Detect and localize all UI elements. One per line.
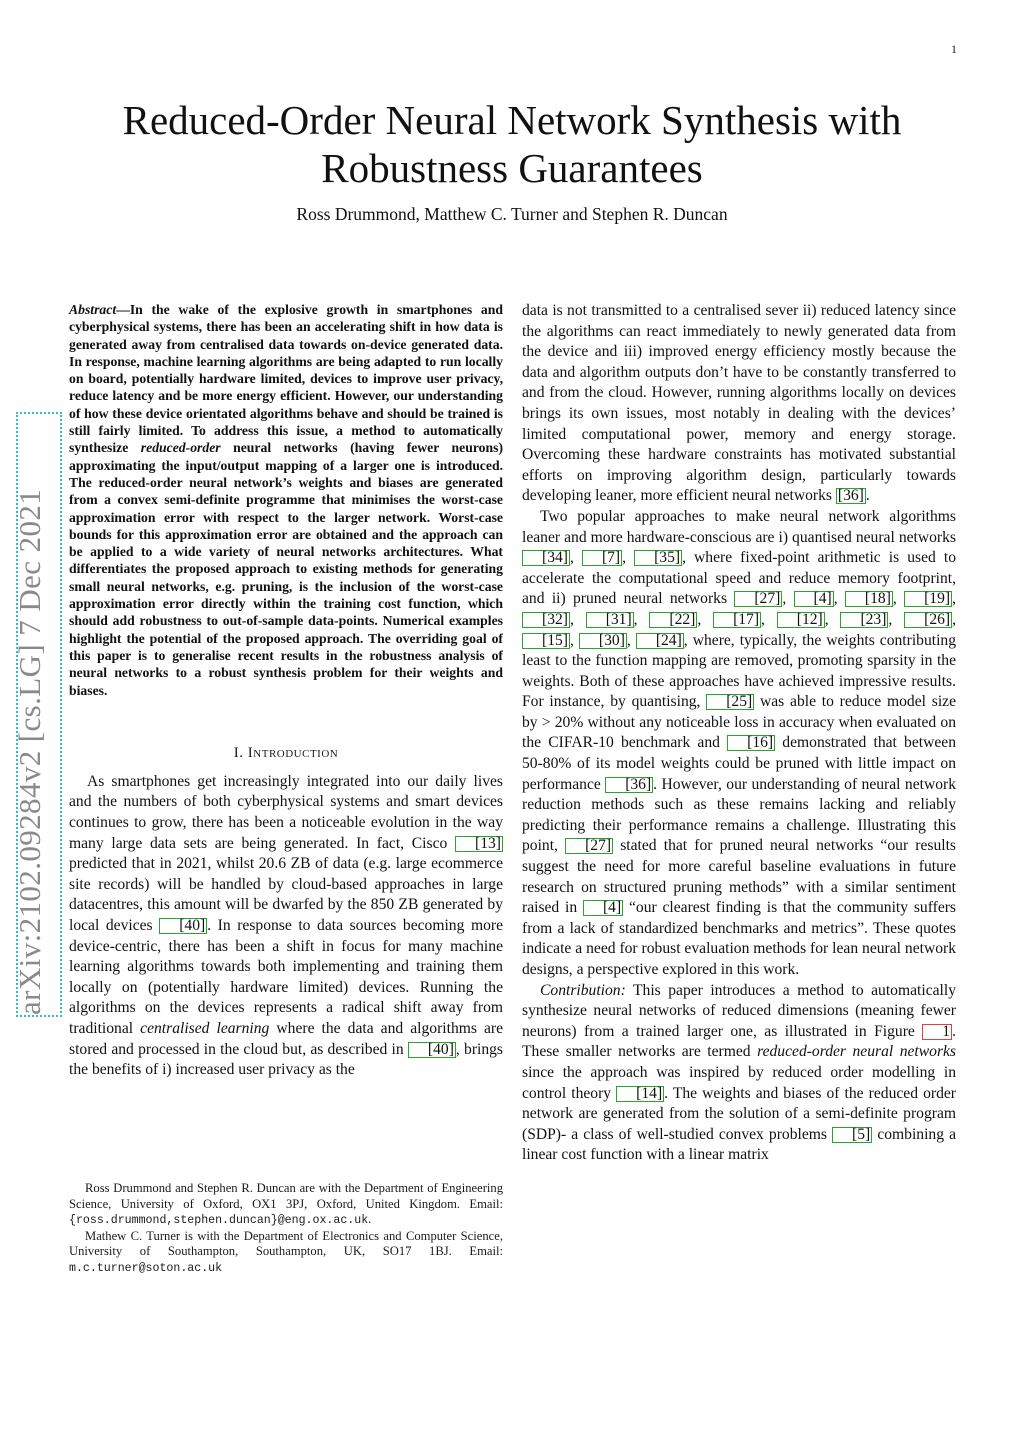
contribution-paragraph — [522, 981, 956, 1166]
citation-link[interactable]: [35] — [634, 550, 682, 566]
citation-link[interactable]: [13] — [455, 836, 503, 852]
citation-link[interactable]: [15] — [522, 633, 570, 649]
abstract-text: —In the wake of the explosive growth in smartphones and cyberphysical systems, there has been an accelerating shift in how data is generated away from centralised data towards on-device generated data. In response, machine learning algorithms are being adapted to run locally on board, potentially hardware limited, devices to improve user privacy, reduce latency and be more energy efficient. However, our understanding of how these device orientated algorithms behave and should be trained is still fairly limited. To address this issue, a method to automatically synthesize — [69, 302, 503, 456]
citation-link[interactable]: [4] — [794, 591, 834, 607]
text-run: demonstrated that between 50-80% of its model weights could be pruned with little impact on performance — [522, 734, 956, 793]
citation-link[interactable]: [31] — [586, 612, 634, 628]
citation-link[interactable]: [14] — [616, 1086, 664, 1102]
citation-link[interactable]: [26] — [904, 612, 952, 628]
text-run: . These smaller networks are termed — [522, 1022, 956, 1061]
left-column — [69, 301, 503, 1081]
text-run: . The weights and biases of the reduced order network are generated from the solution of a semi-definite program (SDP)- a class of well-studied convex problems — [522, 1084, 956, 1143]
text-run: combining a linear cost function with a linear matrix — [522, 1125, 957, 1164]
text-run: . — [865, 487, 870, 505]
footnotes — [69, 1181, 503, 1277]
intro-paragraph — [69, 772, 503, 1081]
text-run: was able to reduce model size by > 20% without any noticeable loss in accuracy when evaluated on the CIFAR-10 benchmark and — [522, 693, 956, 752]
citation-link[interactable]: [36] — [837, 487, 864, 505]
emphasis: centralised learning — [140, 1019, 270, 1037]
citation-link[interactable]: [36] — [605, 777, 653, 793]
citation-link[interactable]: [12] — [777, 612, 825, 628]
page-number: 1 — [951, 42, 957, 56]
text-run: where the data and algorithms are stored and processed in the cloud but, as described in — [69, 1019, 504, 1058]
text-run: “our clearest finding is that the community suffers from a lack of standardized benchmarks and metrics”. These quotes indicate a need for robust evaluation methods for lean neural network designs, a perspective explored in this work. — [522, 899, 956, 978]
citation-link[interactable]: [5] — [832, 1127, 872, 1143]
emphasis: reduced-order neural networks — [757, 1043, 956, 1061]
text-run: since the approach was inspired by reduced order modelling in control theory — [522, 1063, 956, 1102]
email-address[interactable]: {ross.drummond,stephen.duncan}@eng.ox.ac.uk — [69, 1214, 369, 1228]
text-run: , where, typically, the weights contributing least to the function mapping are removed, promoting sparsity in the weights. Both of these approaches have achieved impressive results. For instance, by quantising, — [522, 631, 957, 711]
citation-link[interactable]: [30] — [579, 633, 627, 649]
abstract-text-cont: neural networks (having fewer neurons) approximating the input/output mapping of a larger one is introduced. The reduced-order neural network’s weights and biases are generated from a convex semi-definite programme that minimises the worst-case approximation error with respect to the larger network. Worst-case bounds for this approximation error are obtained and the approach can be applied to a wide variety of neural networks architectures. What differentiates the proposed approach to existing methods for generating small neural networks, e.g. pruning, is the inclusion of the worst-case approximation error directly within the training cost function, which should add robustness to out-of-sample data-points. Numerical examples highlight the potential of the proposed approach. The overriding goal of this paper is to generalise recent results in the robustness analysis of neural networks to a robust synthesis problem for their weights and biases. — [69, 440, 504, 698]
text-run: . In response to data sources becoming more device-centric, there has been a shift in focus for many machine learning algorithms towards both implementing and training them locally on (potentially hardware limited) devices. Running the algorithms on the devices represents a radical shift away from traditional — [69, 916, 504, 1037]
citation-link[interactable]: [32] — [522, 612, 570, 628]
text-run: As smartphones get increasingly integrated into our daily lives and the numbers of both cyberphysical systems and smart devices continues to grow, there has been a noticeable evolution in the way many large data sets are being generated. In fact, Cisco — [69, 772, 503, 852]
citation-link[interactable]: [34] — [522, 550, 570, 566]
citation-link[interactable]: [25] — [706, 694, 754, 710]
abstract-label: Abstract — [69, 302, 117, 317]
figure-link[interactable]: 1 — [922, 1024, 952, 1040]
paper-title: Reduced-Order Neural Network Synthesis with Robustness Guarantees — [122, 97, 902, 191]
citation-link[interactable]: [7] — [582, 550, 622, 566]
citation-link[interactable]: [40] — [408, 1042, 456, 1058]
text-run: data is not transmitted to a centralised sever ii) reduced latency since the algorithms can react immediately to newly generated data from the device and iii) improved energy efficiency mostly because the data and algorithm outputs don’t have to be constantly transferred to and from the cloud. However, running algorithms locally on devices brings its own issues, most notably in dealing with the devices’ limited computational power, memory and energy storage. Overcoming these hardware constraints has motivated substantial efforts on improving algorithm design, particularly towards developing leaner, more efficient neural networks — [522, 302, 956, 505]
citation-link[interactable]: [24] — [636, 633, 684, 649]
text-run: . — [368, 1212, 372, 1227]
contribution-label: Contribution: — [540, 981, 626, 999]
footnote-affiliation-1 — [69, 1181, 503, 1229]
footnote-affiliation-2 — [69, 1229, 503, 1277]
citation-link[interactable]: [17] — [713, 612, 761, 628]
citation-link[interactable]: [16] — [727, 735, 775, 751]
abstract — [69, 301, 503, 699]
text-run: , brings the benefits of i) increased user privacy as the — [69, 1040, 503, 1079]
text-run: , where fixed-point arithmetic is used to accelerate the computational speed and reduce memory footprint, and ii) pruned neural networks — [522, 549, 956, 608]
section-title: Introduction — [247, 744, 339, 761]
text-run: predicted that in 2021, whilst 20.6 ZB of data (e.g. large ecommerce site records) will be handled by cloud-based approaches in large datacentres, this amount will be dwarfed by the 850 ZB generated by local devices — [69, 855, 503, 934]
paper-authors: Ross Drummond, Matthew C. Turner and Stephen R. Duncan — [296, 204, 728, 224]
body-paragraph-1 — [522, 301, 956, 507]
text-run: . However, our understanding of neural network reduction methods such as these remains lacking and reliably predicting their performance remains a challenge. Illustrating this point, — [522, 775, 956, 855]
citation-link[interactable]: [19] — [904, 591, 952, 607]
citation-link[interactable]: [40] — [159, 918, 207, 934]
text-run: This paper introduces a method to automatically synthesize neural networks of reduced dimensions (meaning fewer neurons) from a trained larger one, as illustrated in Figure — [522, 981, 956, 1040]
arxiv-identifier[interactable]: arXiv:2102.09284v2 [cs.LG] 7 Dec 2021 — [12, 488, 47, 1015]
body-paragraph-2: Two popular approaches to make neural network algorithms leaner and more hardware-conscious are i) quantised neural networks [34] , [7] , [35] , where fixed-point arithmetic is used to accelerate the computational speed and reduce memory footprint, and ii) pruned neural networks [27] , [4] , [18] , [19] , [32] , [31] , [22] , [17] , [12] , [23] , [26] , [15] , [30] , [24] , where, typically, the weights contributing least to the function mapping are removed, promoting sparsity in the weights. Both of these approaches have achieved impressive results. For instance, by quantising, [25] was able to reduce model size by > 20% without any noticeable loss in accuracy when evaluated on the CIFAR-10 benchmark and [16] demonstrated that between 50-80% of its model weights could be pruned with little impact on performance [36] . However, our understanding of neural network reduction methods such as these remains lacking and reliably predicting their performance remains a challenge. Illustrating this point, [27] stated that for pruned neural networks “our results suggest the need for more careful baseline evaluations in future research on structured pruning methods” with a similar sentiment raised in [4] “our clearest finding is that the community suffers from a lack of standardized benchmarks and metrics”. These quotes indicate a need for robust evaluation methods for lean neural network designs, a perspective explored in this work. — [522, 507, 957, 978]
right-column — [522, 301, 956, 1166]
citation-link[interactable]: [27] — [565, 838, 613, 854]
text-run: Two popular approaches to make neural network algorithms leaner and more hardware-conscious are i) quantised neural networks — [522, 507, 956, 546]
section-numeral: I. — [233, 744, 244, 761]
abstract-emphasis: reduced-order — [140, 440, 221, 456]
section-heading-introduction — [69, 745, 503, 762]
citation-link[interactable]: [23] — [840, 612, 888, 628]
citation-link[interactable]: [27] — [734, 591, 782, 607]
citation-link[interactable]: [22] — [649, 612, 697, 628]
text-run: stated that for pruned neural networks “our results suggest the need for more careful baseline evaluations in future research on structured pruning methods” with a similar sentiment raised in — [522, 837, 956, 917]
citation-link[interactable]: [18] — [845, 591, 893, 607]
text-run: Mathew C. Turner is with the Department of Electronics and Computer Science, University of Southampton, Southampton, UK, SO17 1BJ. Email: — [69, 1228, 503, 1259]
citation-link[interactable]: [4] — [583, 900, 623, 916]
text-run: Ross Drummond and Stephen R. Duncan are with the Department of Engineering Science, University of Oxford, OX1 3PJ, Oxford, United Kingdom. Email: — [69, 1181, 503, 1211]
email-address[interactable]: m.c.turner@soton.ac.uk — [69, 1261, 223, 1275]
